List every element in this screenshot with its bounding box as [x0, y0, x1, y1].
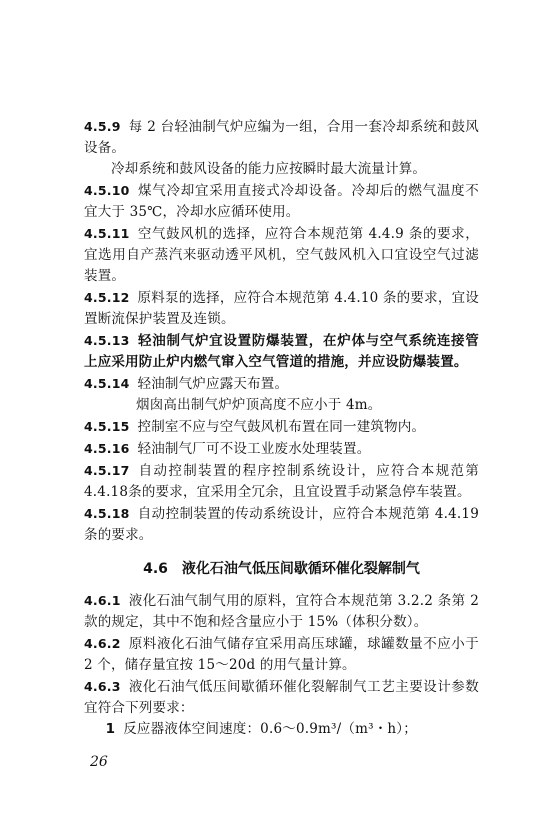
document-body — [84, 116, 479, 740]
clause-4-5-18: 4.5.18 自动控制装置的传动系统设计，应符合本规范第 4.4.19条的要求。 — [84, 506, 479, 543]
clause-4-5-9-note: 冷却系统和鼓风设备的能力应按瞬时最大流量计算。 — [111, 161, 427, 177]
clause-4-5-14-note: 烟囱高出制气炉炉顶高度不应小于 4m。 — [136, 397, 382, 413]
section-title: 液化石油气低压间歇循环催化裂解制气 — [181, 561, 420, 577]
clause-4-5-14: 4.5.14 轻油制气炉应露天布置。 — [84, 376, 289, 392]
clause-4-6-1: 4.6.1 液化石油气制气用的原料，宜符合本规范第 3.2.2 条第 2 款的规定，其中不饱和烃含量应小于 15%（体积分数）。 — [84, 593, 479, 630]
clause-4-5-12: 4.5.12 原料泵的选择，应符合本规范第 4.4.10 条的要求，宜设置断流保护装置及连锁。 — [84, 290, 479, 327]
section-heading — [84, 558, 479, 580]
clauses-4-5 — [84, 116, 479, 546]
page-number: 26 — [90, 754, 108, 770]
list-item: 1 反应器液体空间速度：0.6～0.9m³/（m³・h）； — [105, 721, 417, 737]
clauses-4-6 — [84, 590, 479, 740]
clause-4-5-16: 4.5.16 轻油制气厂可不设工业废水处理装置。 — [84, 441, 371, 457]
clause-4-6-2: 4.6.2 原料液化石油气储存宜采用高压球罐，球罐数量不应小于 2 个，储存量宜按 15～20d 的用气量计算。 — [84, 636, 479, 673]
clause-4-5-11: 4.5.11 空气鼓风机的选择，应符合本规范第 4.4.9 条的要求，宜选用自产蒸汽来驱动透平风机，空气鼓风机入口宜设空气过滤装置。 — [84, 226, 479, 284]
clause-4-5-10: 4.5.10 煤气冷却宜采用直接式冷却设备。冷却后的燃气温度不宜大于 35℃，冷却水应循环使用。 — [84, 183, 479, 220]
clause-4-6-3: 4.6.3 液化石油气低压间歇循环催化裂解制气工艺主要设计参数宜符合下列要求： — [84, 679, 479, 716]
clause-4-5-15: 4.5.15 控制室不应与空气鼓风机布置在同一建筑物内。 — [84, 419, 426, 435]
clause-4-5-9: 4.5.9 每 2 台轻油制气炉应编为一组，合用一套冷却系统和鼓风设备。 — [84, 119, 479, 156]
section-number: 4.6 — [143, 561, 168, 577]
clause-4-5-13: 4.5.13 轻油制气炉宜设置防爆装置，在炉体与空气系统连接管上应采用防止炉内燃气窜入空气管道的措施，并应设防爆装置。 — [84, 333, 479, 370]
clause-4-5-17: 4.5.17 自动控制装置的程序控制系统设计，应符合本规范第 4.4.18条的要求，宜采用全冗余，且宜设置手动紧急停车装置。 — [84, 463, 479, 500]
